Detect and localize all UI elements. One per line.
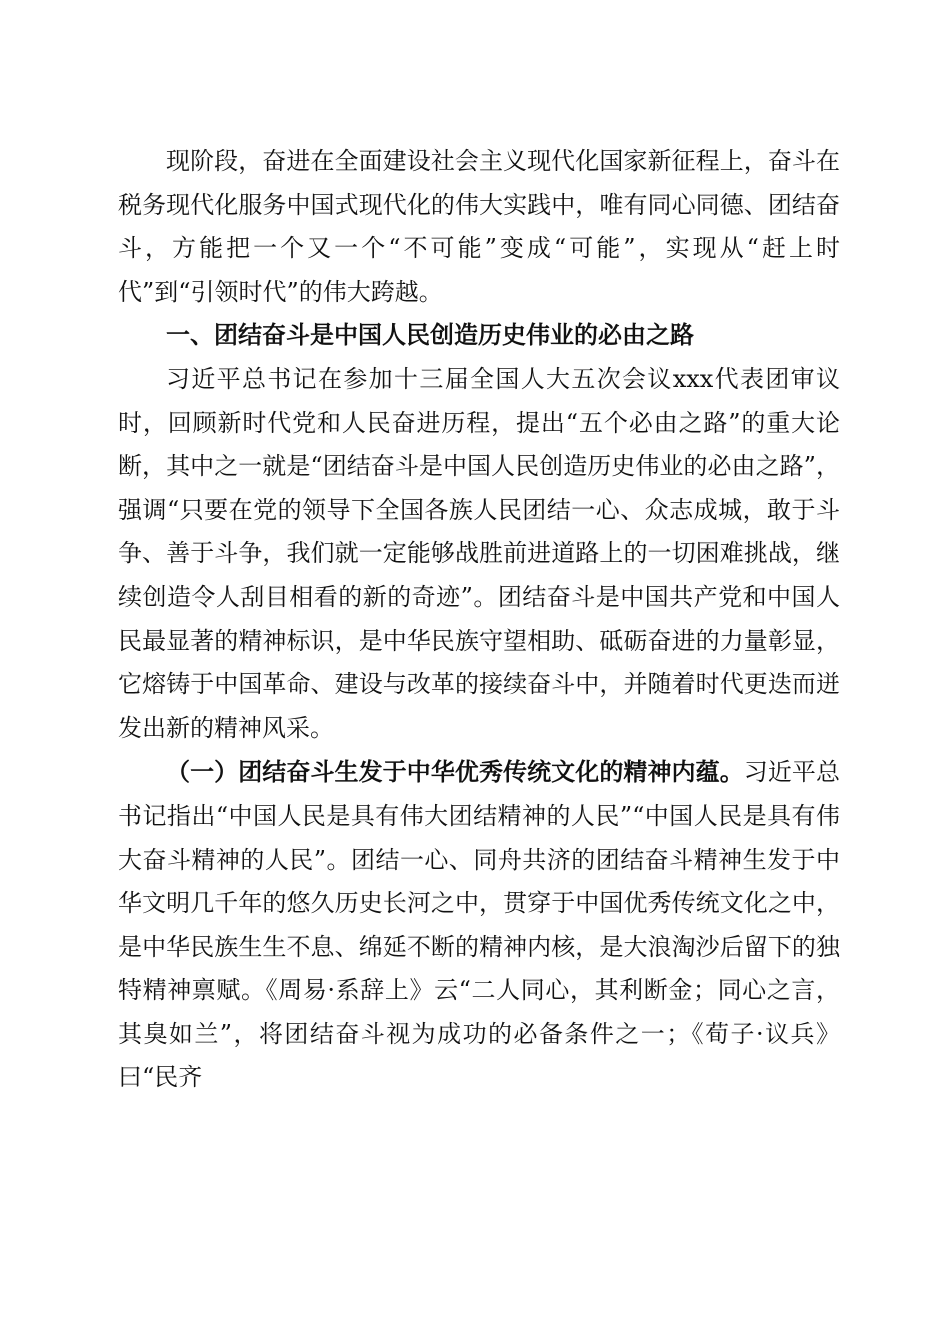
section-heading-1: 一、团结奋斗是中国人民创造历史伟业的必由之路 xyxy=(166,321,694,350)
paragraph-section-1: 习近平总书记在参加十三届全国人大五次会议xxx代表团审议时，回顾新时代党和人民奋进历程，提出“五个必由之路”的重大论断，其中之一就是“团结奋斗是中国人民创造历史伟业的必由之路”，强调“只要在党的领导下全国各族人民团结一心、众志成城，敢于斗争、善于斗争，我们就一定能够战胜前进道路上的一切困难挑战，继续创造令人刮目相看的新的奇迹”。团结奋斗是中国共产党和中国人民最显著的精神标识，是中华民族守望相助、砥砺奋进的力量彰显，它熔铸于中国革命、建设与改革的接续奋斗中，并随着时代更迭而迸发出新的精神风采。 xyxy=(118,364,840,742)
subsection-body-1: 习近平总书记指出“中国人民是具有伟大团结精神的人民”“中国人民是具有伟大奋斗精神的人民”。团结一心、同舟共济的团结奋斗精神生发于中华文明几千年的悠久历史长河之中，贯穿于中国优秀传统文化之中，是中华民族生生不息、绵延不断的精神内核，是大浪淘沙后留下的独特精神禀赋。《周易·系辞上》云“二人同心，其利断金；同心之言，其臭如兰”，将团结奋斗视为成功的必备条件之一；《荀子·议兵》曰“民齐 xyxy=(118,758,841,1092)
document-body xyxy=(118,140,840,1100)
paragraph-subsection-1 xyxy=(118,750,840,1100)
paragraph-intro: 现阶段，奋进在全面建设社会主义现代化国家新征程上，奋斗在税务现代化服务中国式现代化的伟大实践中，唯有同心同德、团结奋斗，方能把一个又一个“不可能”变成“可能”，实现从“赶上时代”到“引领时代”的伟大跨越。 xyxy=(118,147,840,306)
subsection-heading-1: （一）团结奋斗生发于中华优秀传统文化的精神内蕴。 xyxy=(166,757,744,787)
